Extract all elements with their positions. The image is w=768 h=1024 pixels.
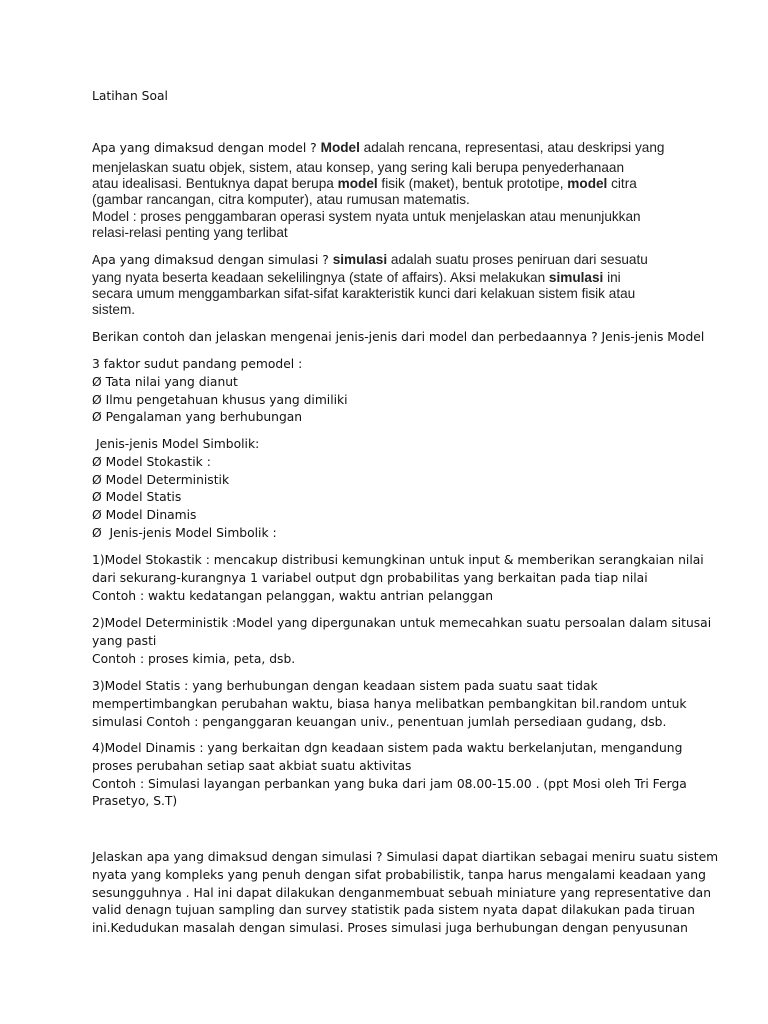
document-title: Latihan Soal xyxy=(92,89,168,103)
simbolik-section: Jenis-jenis Model Simbolik: Ø Model Stokastik : Ø Model Deterministik Ø Model Statis Ø Model Dinamis Ø Jenis-jenis Model Simbolik : xyxy=(92,436,682,543)
definition-statis: 3)Model Statis : yang berhubungan dengan keadaan sistem pada suatu saat tidak mempertimbangkan perubahan waktu, biasa hanya melibatkan pembangkitan bil.random untuk simulasi Contoh : penganggaran keuangan univ., penentuan jumlah persediaan gudang, dsb. xyxy=(92,679,687,729)
text-line: yang nyata beserta keadaan sekelilingnya (state of affairs). Aksi melakukan simulasi ini xyxy=(92,270,621,285)
question-model xyxy=(92,140,682,158)
question-jenis-model: Berikan contoh dan jelaskan mengenai jenis-jenis dari model dan perbedaannya ? Jenis-jenis Model xyxy=(92,330,705,344)
text-line: atau idealisasi. Bentuknya dapat berupa model fisik (maket), bentuk prototipe, model citra xyxy=(92,176,637,192)
simulasi-paragraph: Jelaskan apa yang dimaksud dengan simulasi ? Simulasi dapat diartikan sebagai meniru suatu sistem nyata yang kompleks yang penuh dengan sifat probabilistik, tanpa harus mengalami keadaan yang sesungguhnya . Hal ini dapat dilakukan denganmembuat sebuah miniature yang representative dan valid denagn tujuan sampling dan survey statistik pada sistem nyata dapat dilakukan pada tiruan ini.Kedudukan masalah dengan simulasi. Proses simulasi juga berhubungan dengan penyusunan xyxy=(92,850,719,936)
list-item: Ø Model Dinamis xyxy=(92,508,197,523)
text-line: Apa yang dimaksud dengan simulasi ? simulasi adalah suatu proses peniruan dari sesuatu xyxy=(92,252,648,267)
list-item: Ø Tata nilai yang dianut xyxy=(92,374,238,389)
list-item: Ø Model Statis xyxy=(92,490,182,505)
faktor-section: 3 faktor sudut pandang pemodel : Ø Tata nilai yang dianut Ø Ilmu pengetahuan khusus yang dimiliki Ø Pengalaman yang berhubungan xyxy=(92,356,682,427)
list-item: Ø Ilmu pengetahuan khusus yang dimiliki xyxy=(92,392,348,407)
text-line: Apa yang dimaksud dengan model ? Model adalah rencana, representasi, atau deskripsi yang xyxy=(92,140,665,155)
definition-stokastik: 1)Model Stokastik : mencakup distribusi kemungkinan untuk input & memberikan serangkaian nilai dari sekurang-kurangnya 1 variabel output dgn probabilitas yang berkaitan pada tiap nilai Contoh : waktu kedatangan pelanggan, waktu antrian pelanggan xyxy=(92,553,704,603)
answer-model: menjelaskan suatu objek, sistem, atau konsep, yang sering kali berupa penyederhanaan atau idealisasi. Bentuknya dapat berupa model fisik (maket), bentuk prototipe, model citra (gambar rancangan, citra komputer), atau rumusan matematis. Model : proses penggambaran operasi system nyata untuk menjelaskan atau menunjukkan relasi-relasi penting yang terlibat xyxy=(92,160,682,241)
answer-simulasi: yang nyata beserta keadaan sekelilingnya (state of affairs). Aksi melakukan simulasi ini secara umum menggambarkan sifat-sifat karakteristik kunci dari kelakuan sistem fisik atau sistem. xyxy=(92,270,682,319)
question-simulasi xyxy=(92,252,682,270)
list-item: Ø Model Stokastik : xyxy=(92,454,211,469)
list-item: Ø Pengalaman yang berhubungan xyxy=(92,410,303,425)
definition-deterministik: 2)Model Deterministik :Model yang dipergunakan untuk memecahkan suatu persoalan dalam situsai yang pasti Contoh : proses kimia, peta, dsb. xyxy=(92,616,712,666)
list-item: Ø Jenis-jenis Model Simbolik : xyxy=(92,525,277,540)
definition-dinamis: 4)Model Dinamis : yang berkaitan dgn keadaan sistem pada waktu berkelanjutan, mengandung proses perubahan setiap saat akbiat suatu aktivitas Contoh : Simulasi layangan perbankan yang buka dari jam 08.00-15.00 . (ppt Mosi oleh Tri Ferga Prasetyo, S.T) xyxy=(92,741,687,809)
list-item: Ø Model Deterministik xyxy=(92,472,230,487)
